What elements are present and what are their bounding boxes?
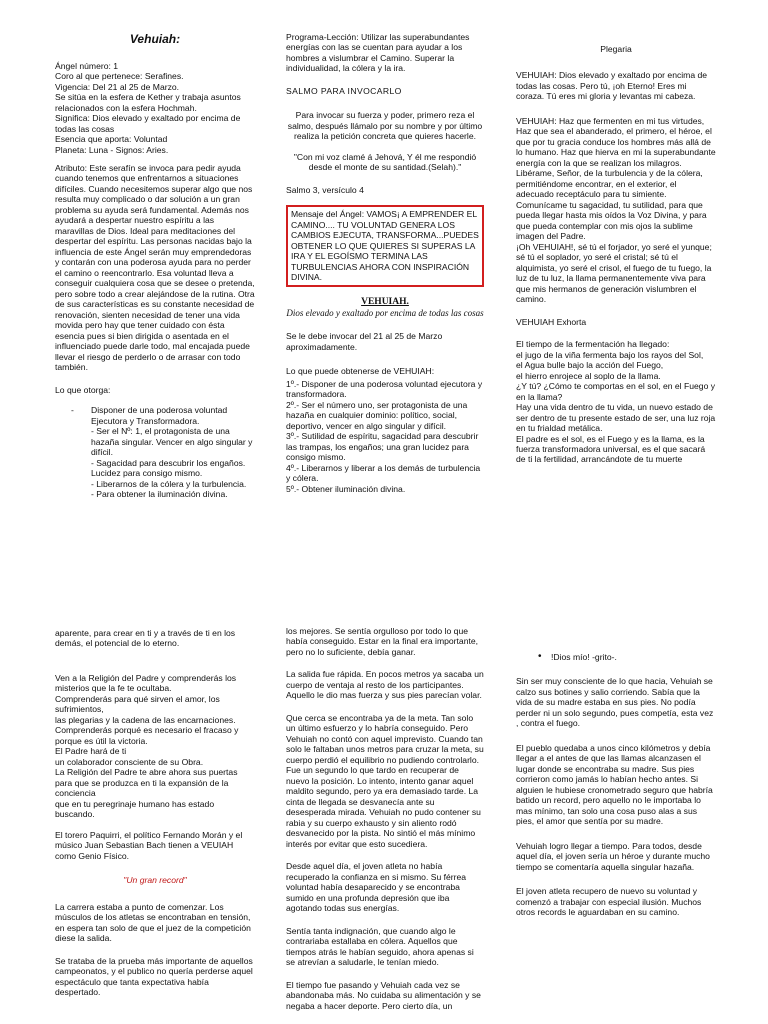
torero-paragraph: El torero Paquirri, el político Fernando Morán y el músico Juan Sebastian Bach tienen a VEUIAH como Genio Físico. xyxy=(55,829,243,861)
info-line-vigencia: Vigencia: Del 21 al 25 de Marzo. xyxy=(55,81,180,92)
prueba-paragraph: Se trataba de la prueba más importante de aquellos campeonatos, y el publico no quería perderse aquel espectáculo que tanta expectativa había despertado. xyxy=(55,955,253,998)
story-paragraph: Que cerca se encontraba ya de la meta. Tan solo un último esfuerzo y lo habría conseguido. Pero Vehuiah no contó con aquel imprevisto. Cuando tan solo le faltaban unos metros para cruzar la meta, su cuerpo perdió el equilibrio no pudiendo controlarlo. Fue un segundo lo que tardo en recuperar de nuevo la posición. Lo intento, intento ganar aquel maldito segundo, pero ya era demasiado tarde. La cinta de llegada se desvanecía ante su desesperada mirada. Vehuiah no pudo contener su rabia y su cuerpo exhausto y sin aliento rodó desvanecido por la pista. No sintió el más mínimo interés por evitar que esto sucediera. xyxy=(286,712,484,849)
religion-line: Comprenderás porqué es necesario el fracaso y porque es útil la victoria. xyxy=(55,725,239,746)
list-item: - Disponer de una poderosa voluntad Ejecutora y Transformadora. xyxy=(71,405,228,426)
religion-line: las plegarias y la cadena de las encarnaciones. xyxy=(55,714,236,725)
salmo-quote: "Con mi voz clamé á Jehová, Y él me respondió desde el monte de su santidad.(Selah)." xyxy=(293,151,477,173)
info-line-esencia: Esencia que aporta: Voluntad xyxy=(55,134,168,145)
info-line-angel: Ángel número: 1 xyxy=(55,60,119,71)
story-paragraph: La salida fue rápida. En pocos metros ya sacaba un cuerpo de ventaja al resto de los participantes. Aquello le dio mas fuerza y sus pies parecían volar. xyxy=(286,669,484,701)
mensaje-text: Mensaje del Ángel: VAMOS¡ A EMPRENDER EL CAMINO.... TU VOLUNTAD GENERA LOS CAMBIOS EJECUTA, TRANSFORMA...PUEDES OBTENER LO QUE QUIERES SI SUPERAS LA IRA Y EL EGOÍSMO TERMINA LAS TURBULENCIAS AHORA CON INSPIRACIÓN DIVINA. xyxy=(291,209,479,283)
list-item: 4º.- Liberarnos y liberar a los demás de turbulencia y cólera. xyxy=(286,462,481,484)
exhorta-heading: VEHUIAH Exhorta xyxy=(516,316,587,327)
left-bottom-column xyxy=(55,628,255,1006)
left-top-column xyxy=(55,32,255,508)
plegaria-line: Haz que sea el abanderado, el primero, el héroe, el que por tu gracia conduce los hombres más allá de lo humano. Haz que hierva en mi la superabundante energía con la que se realizan los milagros. xyxy=(516,126,716,168)
info-line-esfera: Se sitúa en la esfera de Kether y trabaja asuntos relacionados con la esfera Hochmah. xyxy=(55,92,241,113)
salmo-reference: Salmo 3, versículo 4 xyxy=(286,184,364,195)
otorga-heading: Lo que otorga: xyxy=(55,384,111,395)
mensaje-box xyxy=(286,205,484,286)
list-item: 5º.- Obtener iluminación divina. xyxy=(286,483,406,494)
plegaria-line: ¡Oh VEHUIAH!, sé tú el forjador, yo seré el yunque; xyxy=(516,241,712,252)
exhorta-line: Hay una vida dentro de tu vida, un nuevo estado de ser dentro de tu presente estado de ser, una luz roja en tu frialdad metálica. xyxy=(516,402,716,434)
invocar-paragraph: Se le debe invocar del 21 al 25 de Marzo aproximadamente. xyxy=(286,331,443,352)
carrera-paragraph: La carrera estaba a punto de comenzar. Los músculos de los atletas se encontraban en tensión, en espera tan solo de que el juez de la competición diese la salida. xyxy=(55,901,251,944)
story-paragraph: Sentía tanta indignación, que cuando algo le contrariaba estallaba en cólera. Aquellos que tiempos atrás le habían seguido, ahora apenas si se atrevían a saludarle, le tenían miedo. xyxy=(286,925,474,968)
religion-line: La Religión del Padre te abre ahora sus puertas para que se produzca en ti la expansión de la conciencia xyxy=(55,767,238,799)
vehuiah-heading: VEHUIAH. xyxy=(361,296,409,307)
plegaria-line: VEHUIAH: Haz que fermenten en mi tus virtudes, xyxy=(516,115,705,126)
otorga-list xyxy=(55,405,255,499)
exhorta-line: El tiempo de la fermentación ha llegado: xyxy=(516,339,670,350)
list-item: 1º.- Disponer de una poderosa voluntad ejecutora y transformadora. xyxy=(286,378,483,400)
list-item: - Para obtener la iluminación divina. xyxy=(91,489,228,500)
plegaria-paragraph-2 xyxy=(516,116,716,305)
info-line-significa: Significa: Dios elevado y exaltado por encima de todas las cosas xyxy=(55,113,241,134)
exhorta-line: ¿Y tú? ¿Cómo te comportas en el sol, en el Fuego y en la llama? xyxy=(516,381,716,402)
bullet-icon: • xyxy=(538,651,542,662)
exhorta-line: el jugo de la viña fermenta bajo los rayos del Sol, xyxy=(516,349,704,360)
programa-paragraph: Programa-Lección: Utilizar las superabundantes energías con las se cuentan para ayudar a los hombres a vislumbrar el Camino. Superar la individualidad, la cólera y la ira. xyxy=(286,32,470,74)
plegaria-line: Comunícame tu sagacidad, tu sutilidad, para que pueda llegar hasta mis oídos la Voz Divina, y para que pueda contemplar con mis ojos la sublime imagen del Padre. xyxy=(516,199,707,242)
exclamation-text: !Dios mío! -grito-. xyxy=(551,652,617,662)
right-top-column xyxy=(516,44,716,465)
plegaria-line: Libérame, Señor, de la turbulencia y de la cólera, permitiéndome encontrar, en el exterior, el adecuado receptáculo para tu simiente. xyxy=(516,168,703,200)
right-bottom-column xyxy=(516,652,716,926)
story-paragraph: El pueblo quedaba a unos cinco kilómetros y debía llegar a el antes de que las llamas alcanzasen el lugar donde se encontraba su madre. Sus pies corrieron como jamás lo habían hecho antes. Si alguien le hubiese cronometrado seguro que habría batido un record, pero aquello no le importaba lo mas mínimo, tan solo una cosa puso alas a sus pies, el amor que sentía por su madre. xyxy=(516,742,713,827)
list-item: 2º.- Ser el número uno, ser protagonista de una hazaña en cualquier dominio: político, social, deportivo, vencer en algo singular y difícil. xyxy=(286,399,468,431)
info-block xyxy=(55,61,255,155)
obtenerse-list xyxy=(286,379,484,494)
plegaria-paragraph-1: VEHUIAH: Dios elevado y exaltado por encima de todas las cosas. Pero tú, ¡oh Eterno! Eres mi coraza. Tú eres mi gloria y levantas mi cabeza. xyxy=(516,70,708,102)
exhorta-line: el Agua bulle bajo la acción del Fuego, xyxy=(516,360,664,371)
religion-line: un colaborador consciente de su Obra. xyxy=(55,756,204,767)
list-item: - Ser el Nº: 1, el protagonista de una hazaña singular. Vencer en algo singular y difícil. xyxy=(91,426,253,458)
story-paragraph: El joven atleta recupero de nuevo su voluntad y comenzó a trabajar con especial ilusión. Muchos otros records le aguardaban en su camino. xyxy=(516,886,702,918)
exclamation-bullet xyxy=(516,652,716,662)
list-item: 3º.- Sutilidad de espíritu, sagacidad para descubrir las trampas, los engaños; una gran lucidez para consigo mismo. xyxy=(286,431,479,463)
religion-block xyxy=(55,673,255,820)
middle-top-column xyxy=(286,32,484,494)
story-paragraph: Desde aquel día, el joven atleta no había recuperado la confianza en si mismo. Su férrea voluntad había desaparecido y se encontraba sumido en una profunda depresión que iba agotando todas sus energías. xyxy=(286,861,467,914)
salmo-instruction: Para invocar su fuerza y poder, primero reza el salmo, después llámalo por su nombre y por último realiza la petición concreta que quieres hacerle. xyxy=(287,110,483,142)
intro-paragraph: aparente, para crear en ti y a través de ti en los demás, el potencial de lo eterno. xyxy=(55,628,236,649)
story-paragraph: El tiempo fue pasando y Vehuiah cada vez se abandonaba más. No cuidaba su alimentación y se negaba a hacer deporte. Pero cierto día, un xyxy=(286,979,481,1011)
religion-line: que en tu peregrinaje humano has estado buscando. xyxy=(55,798,215,820)
page-title: Vehuiah: xyxy=(129,32,181,46)
exhorta-line: El padre es el sol, es el Fuego y es la llama, es la fuerza transformadora universal, es el que sacará de ti la fertilidad, arrancándote de tu muerte xyxy=(516,433,706,465)
vehuiah-subtitle: Dios elevado y exaltado por encima de todas las cosas xyxy=(286,308,484,319)
story-paragraph: los mejores. Se sentía orgulloso por todo lo que había conseguido. Estar en la final era importante, pero no lo suficiente, debía ganar. xyxy=(286,626,479,657)
religion-line: El Padre hará de ti xyxy=(55,746,127,757)
story-paragraph: Vehuiah logro llegar a tiempo. Para todos, desde aquel día, el joven sería un héroe y durante mucho tiempo se comentaría aquella singular hazaña. xyxy=(516,840,710,872)
exhorta-block xyxy=(516,339,716,465)
info-line-coro: Coro al que pertenece: Serafines. xyxy=(55,71,184,82)
atributo-paragraph: Atributo: Este serafín se invoca para pedir ayuda cuando tenemos que enfrentarnos a situaciones difíciles. Cuando necesitemos superar algo que nos resulta muy complicado o dar solución a un gran problema su ayuda será fundamental. Además nos ayudará a despertar nuestro espíritu a las maravillas de Dios. Ideal para meditaciones del despertar del espíritu. Las personas nacidas bajo la influencia de este Ángel serán muy emprendedoras y contarán con una poderosa ayuda para no perder el camino o reencontrarlo. Esa voluntad lleva a conseguir cualquiera cosa que se desee o pretenda, pero sobre todo a crear alejándose de la rutina. Otra de sus características es su constante necesidad de renovación, sienten necesidad de tener una vida movida pero hay que tener cuidado con ésta esencia pues si bien dirigida o asentada en el influenciado puede darle todo, mal encajada puede llevar el riesgo de perderlo o de arrasar con todo también. xyxy=(55,162,255,373)
religion-line: Comprenderás para qué sirven el amor, los sufrimientos, xyxy=(55,693,220,715)
story-paragraph: Sin ser muy consciente de lo que hacia, Vehuiah se calzo sus botines y salio corriendo. Sabía que la vida de su madre estaba en sus pies. No podía perder ni un solo segundo, pues competía, esta vez , contra el fuego. xyxy=(516,676,714,729)
exhorta-line: el hierro enrojece al soplo de la llama. xyxy=(516,370,661,381)
plegaria-line: sé tú el soplador, yo seré el cristal; sé tú el alquimista, yo seré el crisol, el fuego de tu fuego, la luz de tu luz, la llama permanentemente viva para que mis hermanos de generación vislumbren el camino. xyxy=(516,252,712,305)
middle-bottom-column xyxy=(286,626,484,1019)
obtenerse-heading: Lo que puede obtenerse de VEHUIAH: xyxy=(286,366,435,377)
religion-line: Ven a la Religión del Padre y comprenderás los misterios que la fe te ocultaba. xyxy=(55,672,237,694)
plegaria-heading: Plegaria xyxy=(600,44,632,54)
list-item: - Sagacidad para descubrir los engaños. Lucidez para consigo mismo. xyxy=(91,457,246,479)
record-heading: "Un gran record" xyxy=(123,875,187,886)
list-item: - Liberarnos de la cólera y la turbulencia. xyxy=(91,478,247,489)
salmo-heading: SALMO PARA INVOCARLO xyxy=(286,85,402,96)
info-line-planeta: Planeta: Luna - Signos: Aries. xyxy=(55,144,169,155)
